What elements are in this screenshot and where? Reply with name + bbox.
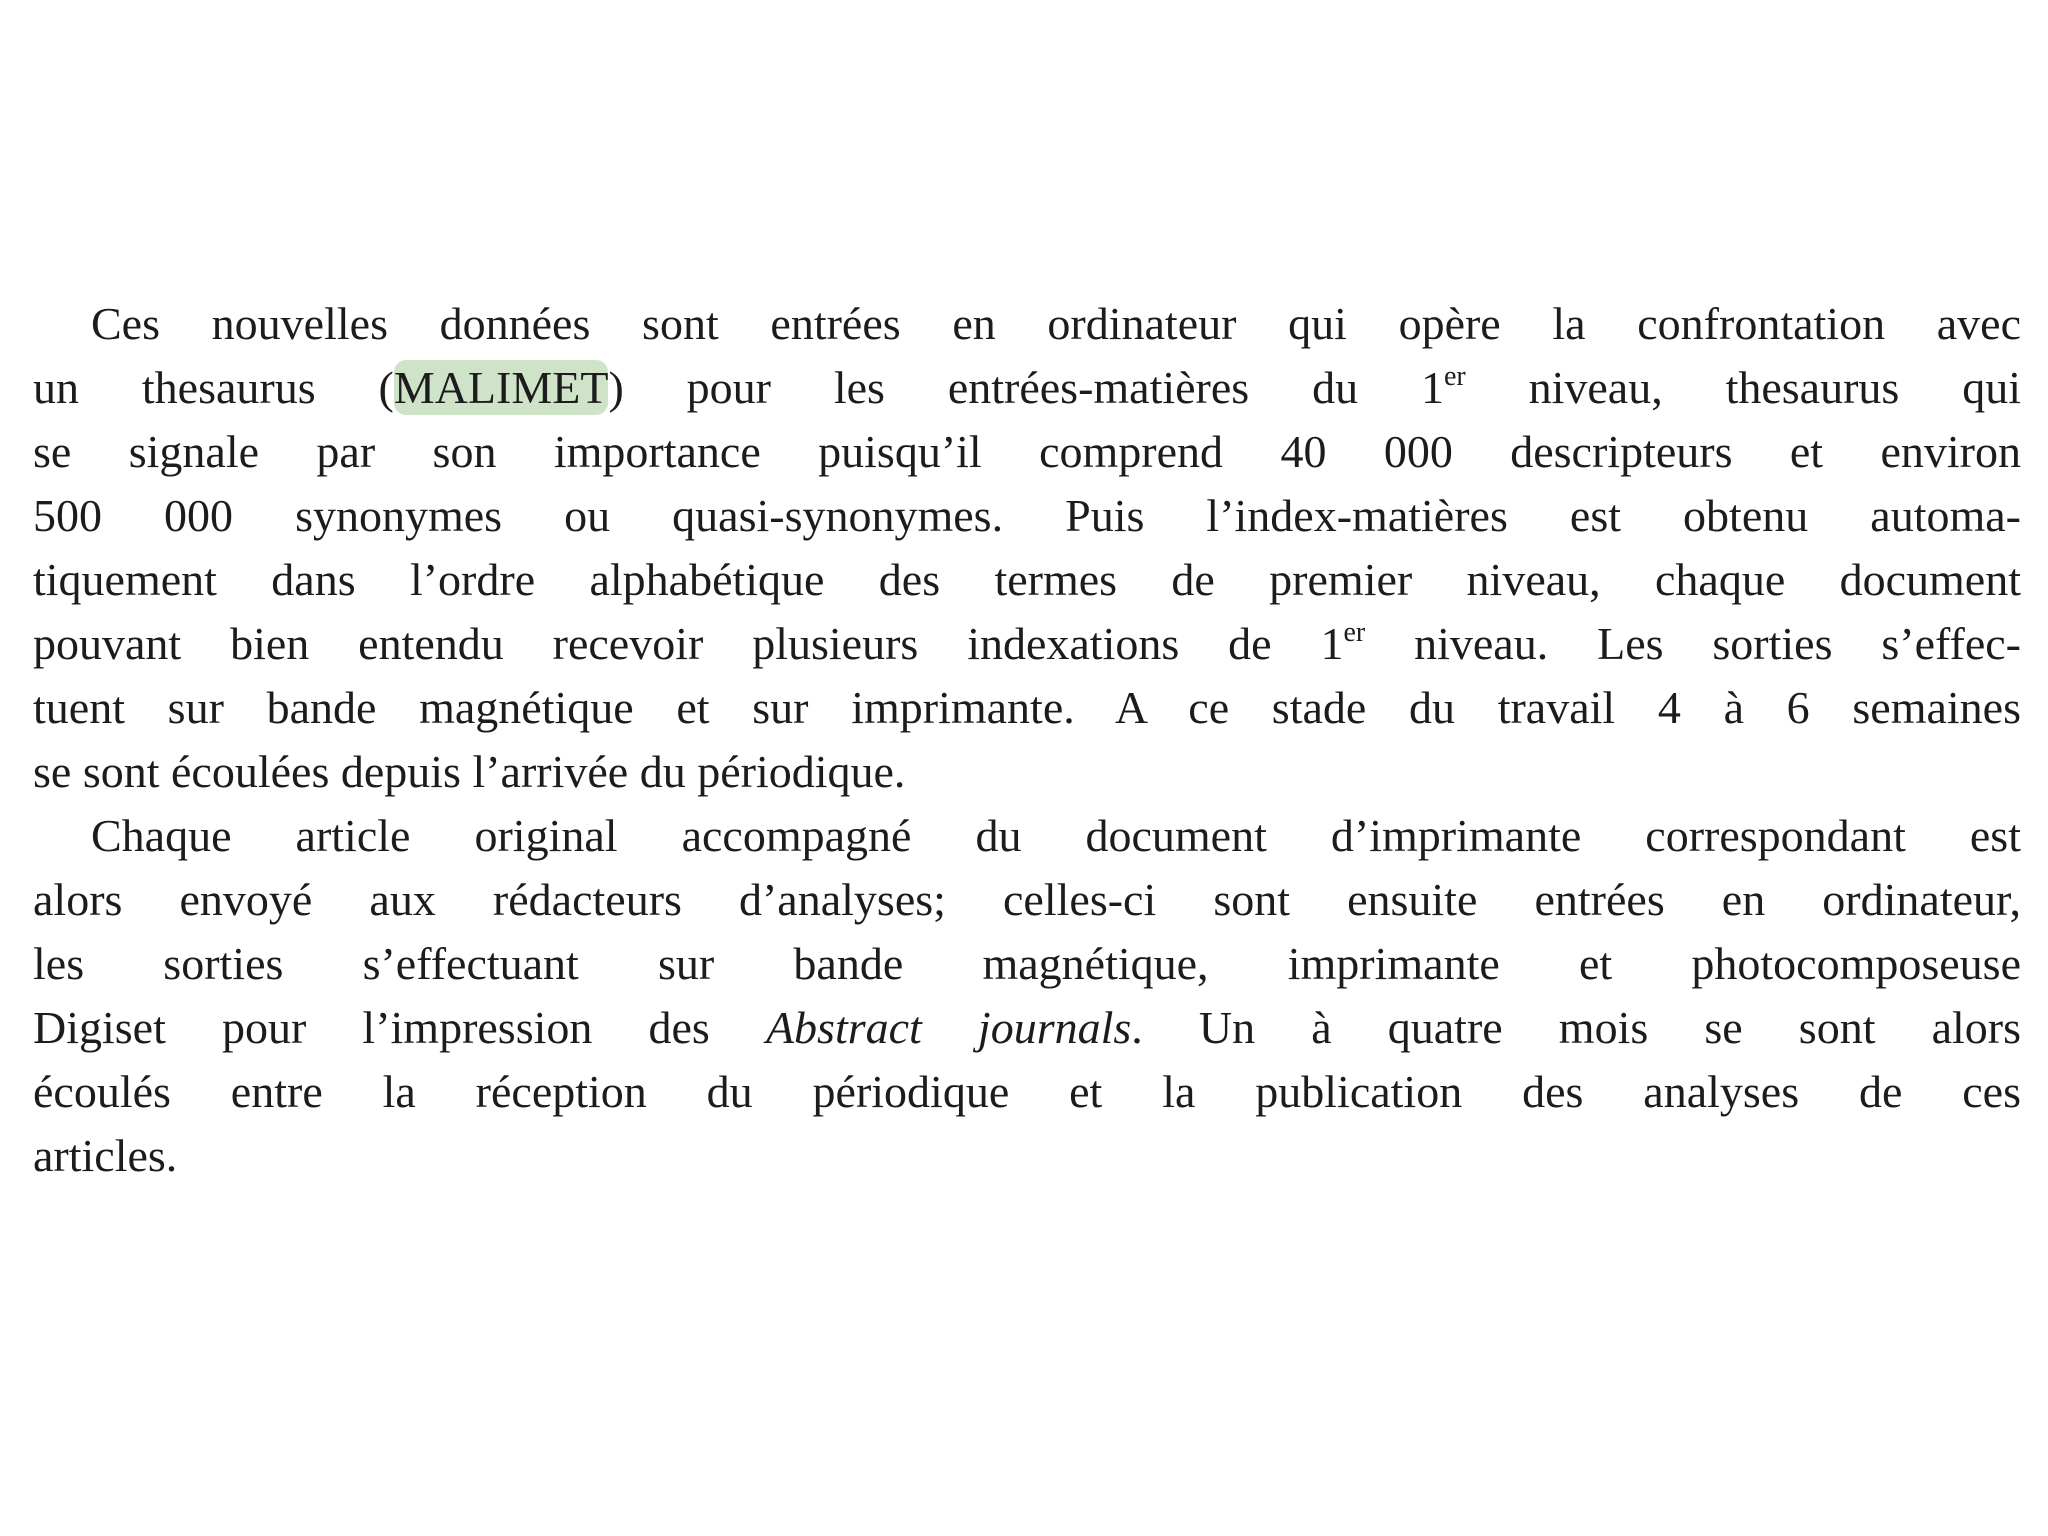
text-line [33, 996, 2021, 1060]
paragraph-1 [33, 292, 2021, 804]
text-line [33, 612, 2021, 676]
superscript: er [1443, 361, 1466, 392]
text-line: se signale par son importance puisqu’il comprend 40 000 descripteurs et environ [33, 426, 2021, 477]
paragraph-2 [33, 804, 2021, 1188]
text-line: Chaque article original accompagné du document d’imprimante correspondant est [91, 810, 2021, 861]
text-line: Ces nouvelles données sont entrées en ordinateur qui opère la confrontation avec [91, 298, 2021, 349]
highlighted-term: MALIMET [393, 362, 609, 413]
superscript: er [1343, 617, 1366, 648]
text-fragment: Digiset pour l’impression des [33, 1002, 766, 1053]
italic-title: Abstract journals [765, 1002, 1132, 1053]
text-fragment: niveau. Les sorties s’effec- [1365, 618, 2021, 669]
text-fragment: pouvant bien entendu recevoir plusieurs indexations de 1 [33, 618, 1344, 669]
text-fragment: ) pour les entrées-matières du 1 [608, 362, 1444, 413]
text-fragment: un thesaurus ( [33, 362, 394, 413]
text-line: les sorties s’effectuant sur bande magnétique, imprimante et photocomposeuse [33, 938, 2021, 989]
text-line: tiquement dans l’ordre alphabétique des termes de premier niveau, chaque document [33, 554, 2021, 605]
body-text [33, 292, 2021, 1188]
text-fragment: . Un à quatre mois se sont alors [1131, 1002, 2022, 1053]
text-line: se sont écoulées depuis l’arrivée du périodique. [33, 746, 906, 797]
text-line: tuent sur bande magnétique et sur imprimante. A ce stade du travail 4 à 6 semaines [33, 682, 2021, 733]
text-line: articles. [33, 1130, 178, 1181]
text-line: 500 000 synonymes ou quasi-synonymes. Puis l’index-matières est obtenu automa- [33, 490, 2021, 541]
text-line [33, 356, 2021, 420]
text-line: alors envoyé aux rédacteurs d’analyses; celles-ci sont ensuite entrées en ordinateur, [33, 874, 2021, 925]
text-line: écoulés entre la réception du périodique et la publication des analyses de ces [33, 1066, 2021, 1117]
text-fragment: niveau, thesaurus qui [1465, 362, 2021, 413]
